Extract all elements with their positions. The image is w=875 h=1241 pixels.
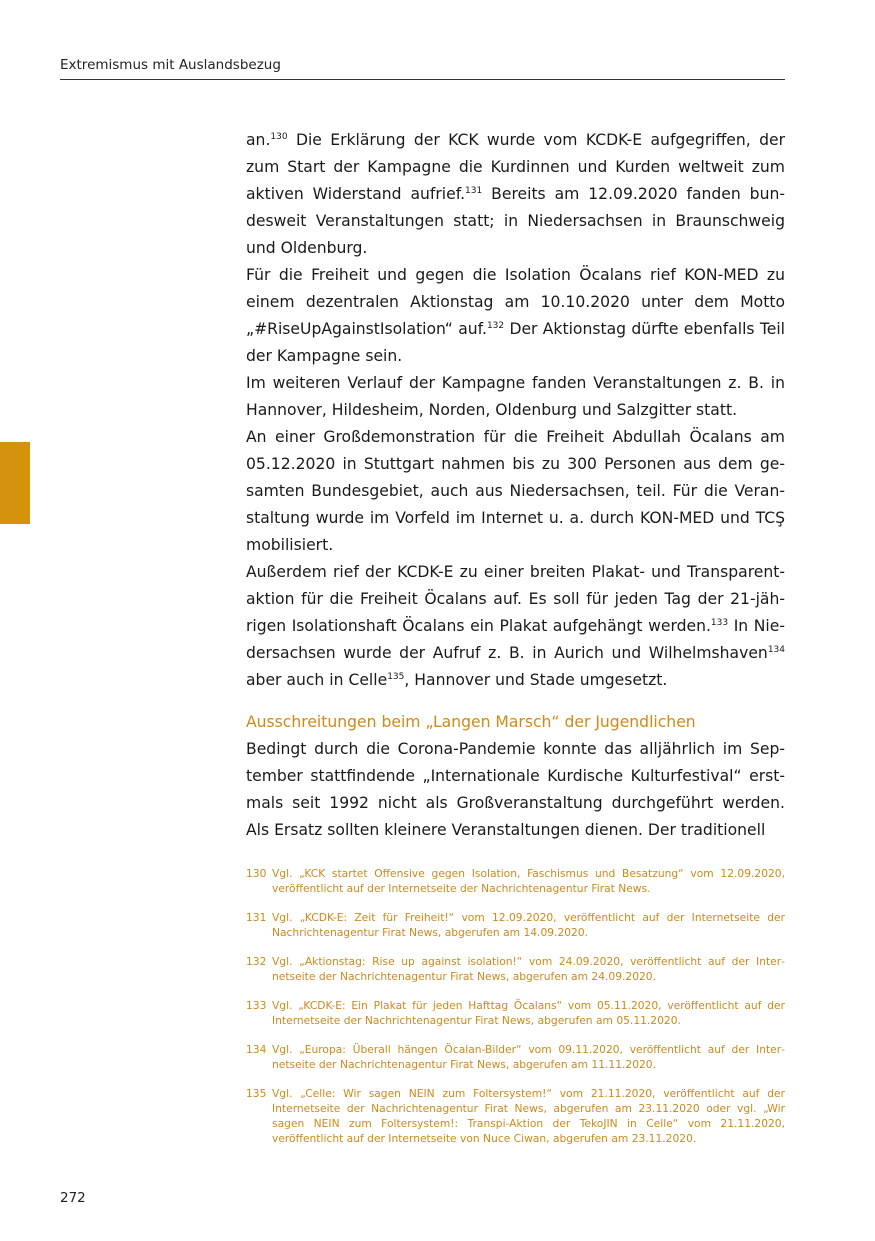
text-run: Für die Freiheit und gegen die Isolation Öcalans rief KON-MED zu einem dezentralen Aktionstag am 10.10.2020 unter dem Motto „#RiseUpAgainstIsolation“ auf. [246, 266, 785, 338]
footnote-text: Vgl. „KCDK-E: Ein Plakat für jeden Hafttag Öcalans“ vom 05.11.2020, veröffentlicht auf der Internetseite der Nachrichtenagentur Firat News, abgerufen am 05.11.2020. [272, 999, 785, 1027]
main-text [246, 127, 785, 844]
section-heading: Ausschreitungen beim „Langen Marsch“ der Jugendlichen [246, 713, 696, 731]
footnotes [246, 866, 785, 1160]
footnote-130 [246, 866, 785, 896]
header-rule [60, 79, 785, 80]
footnote-ref-133[interactable]: 133 [710, 618, 729, 628]
footnote-number: 133 [246, 999, 267, 1012]
footnote-ref-130[interactable]: 130 [270, 132, 288, 142]
footnote-number: 134 [246, 1043, 267, 1056]
text-run: aber auch in Celle [246, 671, 388, 689]
running-header: Extremismus mit Auslandsbezug [60, 57, 281, 73]
footnote-text: Vgl. „KCK startet Offensive gegen Isolation, Faschismus und Besatzung“ vom 12.09.2020, veröffentlicht auf der Internetseite der Nachrichtenagentur Firat News. [272, 867, 785, 895]
footnote-131 [246, 910, 785, 940]
footnote-text: Vgl. „KCDK-E: Zeit für Freiheit!“ vom 12.09.2020, veröffentlicht auf der Internetseite der Nachrichtenagentur Firat News, abgerufen am 14.09.2020. [272, 911, 785, 939]
footnote-number: 132 [246, 955, 267, 968]
footnote-number: 130 [246, 867, 267, 880]
text-run: Bereits am 12.09.2020 fanden bundesweit Veranstaltungen statt; in Niedersachsen in Braunschweig und Oldenburg. [246, 185, 785, 257]
footnote-text: Vgl. „Europa: Überall hängen Öcalan-Bilder“ vom 09.11.2020, veröffentlicht auf der Internetseite der Nachrichtenagentur Firat News, abgerufen am 11.11.2020. [272, 1043, 785, 1071]
footnote-134 [246, 1042, 785, 1072]
paragraph-3: Im weiteren Verlauf der Kampagne fanden Veranstaltungen z. B. in Hannover, Hildesheim, Norden, Oldenburg und Salzgitter statt. [246, 374, 785, 419]
footnote-135 [246, 1086, 785, 1146]
chapter-tab-marker [0, 442, 30, 524]
paragraph-4: An einer Großdemonstration für die Freiheit Abdullah Öcalans am 05.12.2020 in Stuttgart nahmen bis zu 300 Personen aus dem gesamten Bundesgebiet, auch aus Niedersachsen, teil. Für die Veranstaltung wurde im Vorfeld im Internet u. a. durch KON-MED und TCŞ mobilisiert. [246, 428, 785, 554]
paragraph-5 [246, 559, 785, 694]
paragraph-2 [246, 262, 785, 370]
footnote-ref-132[interactable]: 132 [486, 321, 505, 331]
text-run: , Hannover und Stade umgesetzt. [404, 671, 668, 689]
text-run: In Niedersachsen wurde der Aufruf z. B. in Aurich und Wilhelmshaven [246, 617, 785, 662]
footnote-ref-131[interactable]: 131 [465, 186, 483, 196]
text-run: Außerdem rief der KCDK-E zu einer breiten Plakat- und Transparentaktion für die Freiheit Öcalans auf. Es soll für jeden Tag der 21-jährigen Isolationshaft Öcalans ein Plakat aufgehängt werden. [246, 563, 785, 635]
footnote-text: Vgl. „Aktionstag: Rise up against isolation!“ vom 24.09.2020, veröffentlicht auf der Internetseite der Nachrichtenagentur Firat News, abgerufen am 24.09.2020. [272, 955, 785, 983]
text-run: Die Erklärung der KCK wurde vom KCDK-E aufgegriffen, der zum Start der Kampagne die Kurdinnen und Kurden weltweit zum aktiven Widerstand aufrief. [246, 131, 785, 203]
text-run: an. [246, 131, 271, 149]
footnote-text: Vgl. „Celle: Wir sagen NEIN zum Foltersystem!“ vom 21.11.2020, veröffentlicht auf der Internetseite der Nachrichtenagentur Firat News, abgerufen am 23.11.2020 oder vgl. „Wir sagen NEIN zum Foltersystem!: Transpi-Aktion der TekoJIN in Celle“ vom 21.11.2020, veröffentlicht auf der Internetseite von Nuce Ciwan, abgerufen am 23.11.2020. [272, 1087, 785, 1145]
paragraph-1 [246, 127, 785, 262]
page-number: 272 [60, 1190, 86, 1206]
footnote-ref-135[interactable]: 135 [387, 672, 405, 682]
footnote-number: 135 [246, 1087, 267, 1100]
footnote-132 [246, 954, 785, 984]
footnote-133 [246, 998, 785, 1028]
paragraph-6: Bedingt durch die Corona-Pandemie konnte das alljährlich im September stattfindende „Internationale Kurdische Kulturfestival“ erstmals seit 1992 nicht als Großveranstaltung durchgeführt werden. Als Ersatz sollten kleinere Veranstaltungen dienen. Der traditionell [246, 740, 785, 839]
footnote-ref-134[interactable]: 134 [767, 645, 785, 655]
footnote-number: 131 [246, 911, 267, 924]
text-run: Der Aktionstag dürfte ebenfalls Teil der Kampagne sein. [246, 320, 785, 365]
